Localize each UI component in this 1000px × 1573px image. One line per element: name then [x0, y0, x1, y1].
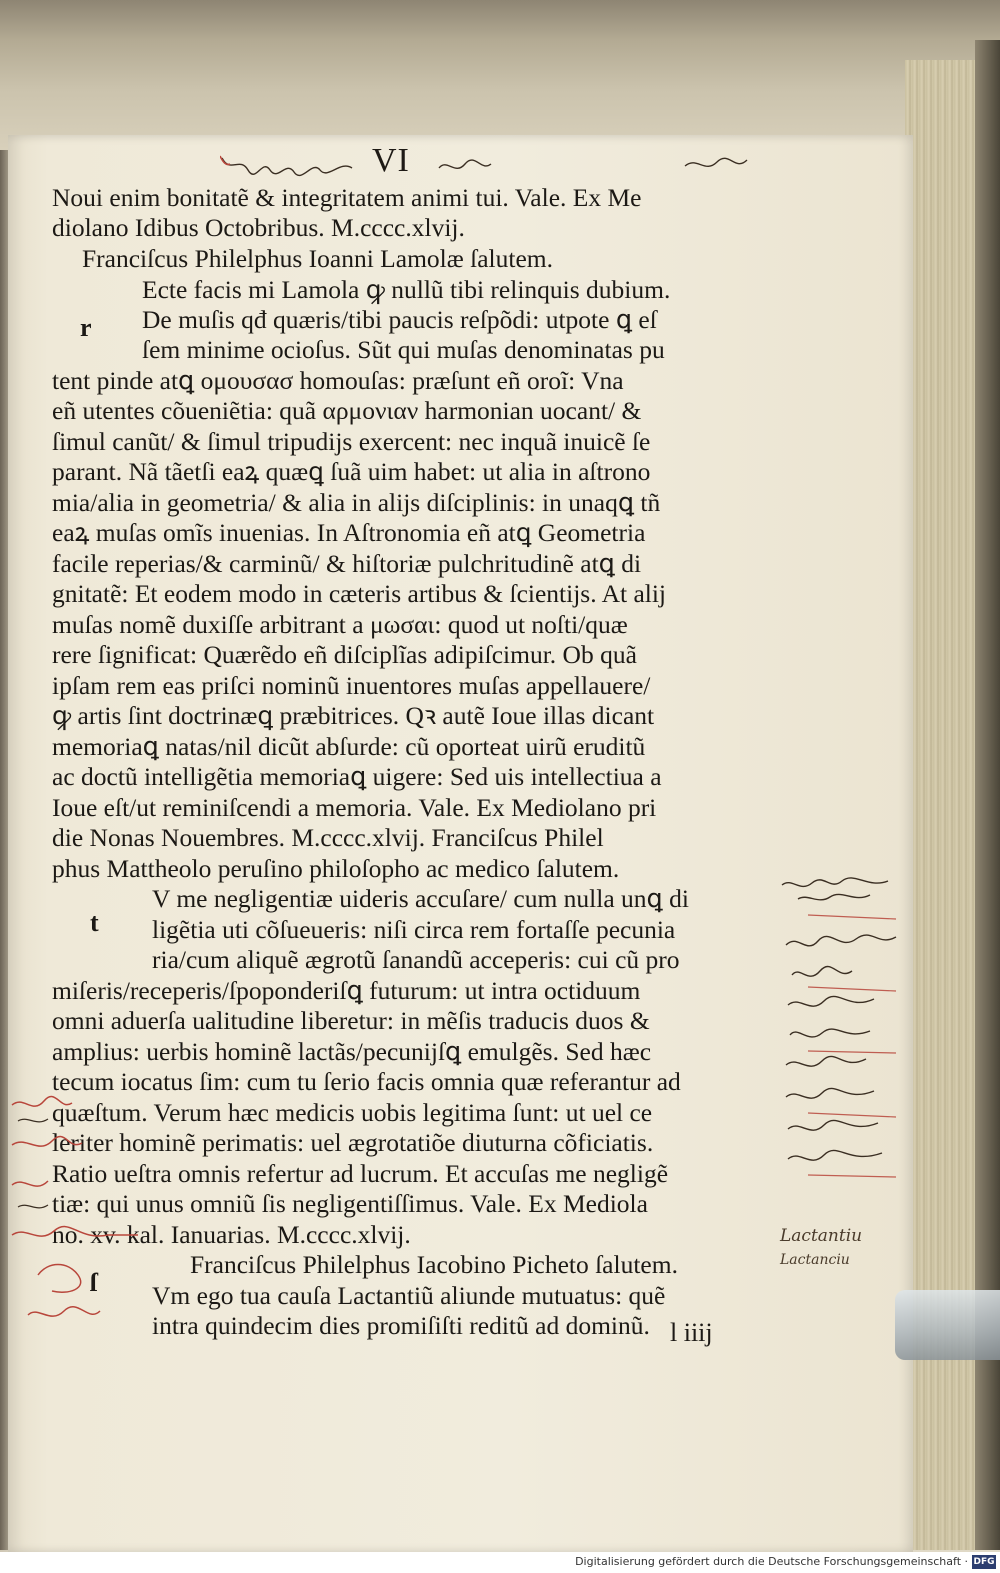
text-line: rere ſignificat: Quærẽdo eñ diſciplĩas adipiſcimur. Ob quã [52, 640, 637, 669]
page-stack-top-edge [0, 0, 1000, 150]
marginal-annotations-left [8, 1085, 138, 1365]
handwritten-header-note-left [220, 152, 360, 180]
guide-letter: t [90, 908, 99, 937]
text-line: Noui enim bonitatẽ & integritatem animi tui. Vale. Ex Me [52, 183, 642, 212]
text-line: phus Mattheolo peruſino philoſopho ac medico ſalutem. [52, 854, 620, 883]
text-line: gnitatẽ: Et eodem modo in cæteris artibus & ſcientijs. At alij [52, 579, 667, 608]
funding-credit: Digitalisierung gefördert durch die Deutsche Forschungsgemeinschaft · [575, 1555, 968, 1568]
text-line: parant. Nã tãetſi eaꝝ quæꝗ ſuã uim habet: ut alia in aſtrono [52, 457, 651, 486]
guide-letter: r [80, 313, 92, 342]
text-line: V me negligentiæ uideris accuſare/ cum nulla unꝗ di [152, 884, 689, 913]
text-line: amplius: uerbis hominẽ lactãs/pecunijſꝗ emulgẽs. Sed hæc [52, 1037, 652, 1066]
text-line: Vm ego tua cauſa Lactantiũ aliunde mutuatus: quẽ [152, 1281, 666, 1310]
text-line: tecum iocatus ſim: cum tu ſerio facis omnia quæ referantur ad [52, 1067, 681, 1096]
text-line: facile reperias/& carminũ/ & hiſtoriæ pulchritudinẽ atꝗ di [52, 549, 642, 578]
text-line: ipſam rem eas priſci nominũ inuentores muſas appellauere/ [52, 671, 651, 700]
text-line: Franciſcus Philelphus Ioanni Lamolæ ſalutem. [82, 244, 553, 273]
text-line: intra quindecim dies promiſiſti reditũ ad dominũ. [152, 1311, 650, 1340]
running-header [220, 142, 780, 186]
text-line: omni aduerſa ualitudine liberetur: in mẽſis traducis duos & [52, 1006, 650, 1035]
text-line: Ratio ueſtra omnis refertur ad lucrum. Et accuſas me negligẽ [52, 1159, 669, 1188]
text-line: ꝙ artis ſint doctrinæꝗ præbitrices. Qꝛ autẽ Ioue illas dicant [52, 701, 655, 730]
text-line: ligẽtia uti cõſueueris: niſi circa rem fortaſſe pecunia [152, 915, 676, 944]
margin-note-lactantius: Lactantiu [780, 1226, 863, 1246]
text-line: ſimul canũt/ & ſimul tripudijs exercent: nec inquã inuicẽ ſe [52, 427, 651, 456]
text-line: Ioue eſt/ut reminiſcendi a memoria. Vale. Ex Mediolano pri [52, 793, 657, 822]
text-line: leriter hominẽ perimatis: uel ægrotatiõe diuturna cõficiatis. [52, 1128, 654, 1157]
text-line: Franciſcus Philelphus Iacobino Picheto ſalutem. [190, 1250, 678, 1279]
text-line: De muſis qđ quæris/tibi paucis reſpõdi: utpote ꝗ eſ [142, 305, 657, 334]
margin-note-lactantius-2: Lactanciu [780, 1252, 850, 1268]
text-line: ria/cum aliquẽ ægrotũ ſanandũ acceperis: cui cũ pro [152, 945, 680, 974]
text-line: eñ utentes cõueniẽtia: quã αρμονιαν harmonian uocant/ & [52, 396, 642, 425]
folio-number: VI [372, 142, 410, 179]
text-line: tent pinde atꝗ ομουσασ homouſas: præſunt eñ oroĩ: Vna [52, 366, 624, 395]
guide-letter: ſ [90, 1268, 98, 1297]
text-line: tiæ: qui unus omniũ ſis negligentiſſimus. Vale. Ex Mediola [52, 1189, 648, 1218]
text-line: diolano Idibus Octobribus. M.cccc.xlvij. [52, 213, 465, 242]
text-line: ac doctũ intelligẽtia memoriaꝗ uigere: Sed uis intellectiua a [52, 762, 662, 791]
text-line: Ecte facis mi Lamola ꝙ nullũ tibi relinquis dubium. [142, 275, 671, 304]
text-line: quæſtum. Verum hæc medicis uobis legitima ſunt: ut uel ce [52, 1098, 653, 1127]
text-line: miſeris/receperis/ſpoponderiſꝗ futurum: ut intra octiduum [52, 976, 641, 1005]
page-holder-clip [895, 1290, 1000, 1360]
text-line: mia/alia in geometria/ & alia in alijs diſciplinis: in unaqꝗ tñ [52, 488, 661, 517]
footer-bar [0, 1552, 1000, 1573]
text-line: ſem minime ocioſus. Sũt qui muſas denominatas pu [142, 335, 665, 364]
text-line: memoriaꝗ natas/nil dicũt abſurde: cũ oporteat uirũ eruditũ [52, 732, 646, 761]
handwritten-header-note-right [435, 152, 755, 180]
signature-mark: l iiij [670, 1318, 713, 1347]
text-line: muſas nomẽ duxiſſe arbitrant a μωσαι: quod ut noſti/quæ [52, 610, 628, 639]
text-line: eaꝝ muſas omĩs inuenias. In Aſtronomia eñ atꝗ Geometria [52, 518, 646, 547]
dfg-logo: DFG [973, 1557, 995, 1567]
marginal-annotations-right [778, 875, 903, 1185]
text-line: no. xv. kal. Ianuarias. M.cccc.xlvij. [52, 1220, 411, 1249]
text-line: die Nonas Nouembres. M.cccc.xlvij. Franciſcus Philel [52, 823, 604, 852]
